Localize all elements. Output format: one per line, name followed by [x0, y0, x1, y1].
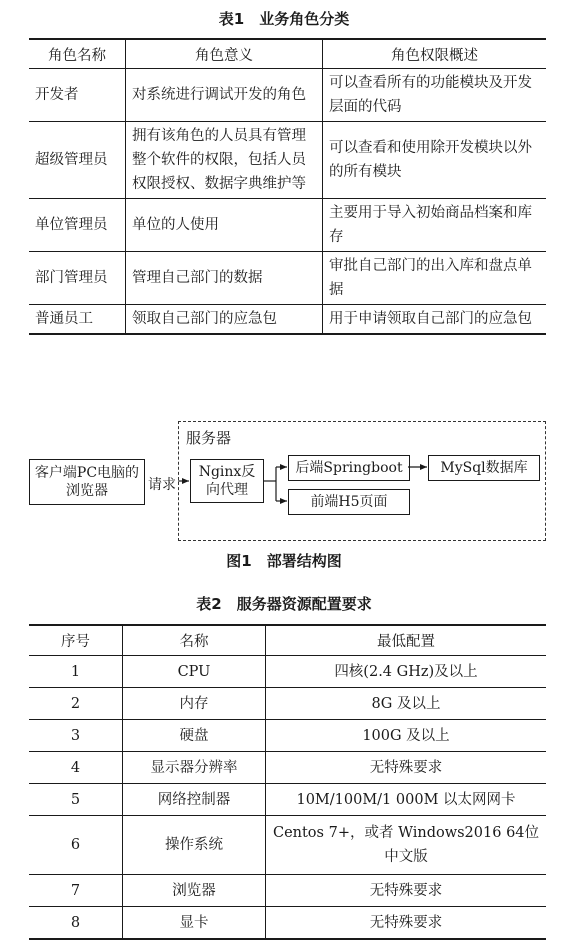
- table-cell: 1: [29, 656, 123, 688]
- table-cell: 主要用于导入初始商品档案和库存: [323, 199, 547, 252]
- table-cell: Centos 7+，或者 Windows2016 64位中文版: [266, 816, 547, 875]
- table-cell: 可以查看所有的功能模块及开发层面的代码: [323, 69, 547, 122]
- table-cell: 8G 及以上: [266, 688, 547, 720]
- table-header-row: [29, 625, 546, 656]
- header-role-name: 角色名称: [29, 39, 126, 69]
- request-label: 请求: [148, 477, 176, 493]
- header-min-config: 最低配置: [266, 625, 547, 656]
- client-browser-box: 客户端PC电脑的浏览器: [29, 459, 145, 505]
- table-cell: 四核(2.4 GHz)及以上: [266, 656, 547, 688]
- table2-caption: 表2 服务器资源配置要求: [196, 595, 372, 613]
- table-cell: 对系统进行调试开发的角色: [126, 69, 323, 122]
- table-cell: 网络控制器: [123, 784, 266, 816]
- table-row: [29, 752, 546, 784]
- header-role-meaning: 角色意义: [126, 39, 323, 69]
- table-cell: 用于申请领取自己部门的应急包: [323, 305, 547, 335]
- table-row: [29, 875, 546, 907]
- table-cell: 可以查看和使用除开发模块以外的所有模块: [323, 122, 547, 199]
- table-cell: 部门管理员: [29, 252, 126, 305]
- table-cell: 6: [29, 816, 123, 875]
- table-cell: 显卡: [123, 907, 266, 940]
- table-row: [29, 816, 546, 875]
- table-cell: 内存: [123, 688, 266, 720]
- server-config-table: [29, 624, 546, 940]
- nginx-box: Nginx反向代理: [190, 459, 264, 503]
- figure1-caption: 图1 部署结构图: [226, 552, 342, 570]
- header-name: 名称: [123, 625, 266, 656]
- table1-caption: 表1 业务角色分类: [218, 10, 350, 28]
- table-cell: 3: [29, 720, 123, 752]
- table-cell: 硬盘: [123, 720, 266, 752]
- table-cell: 浏览器: [123, 875, 266, 907]
- backend-box: 后端Springboot: [288, 455, 410, 481]
- table-cell: 开发者: [29, 69, 126, 122]
- server-label: 服务器: [186, 429, 232, 447]
- table-cell: 单位的人使用: [126, 199, 323, 252]
- frontend-box: 前端H5页面: [288, 489, 410, 515]
- table-cell: 7: [29, 875, 123, 907]
- table-row: [29, 720, 546, 752]
- table-cell: 操作系统: [123, 816, 266, 875]
- header-index: 序号: [29, 625, 123, 656]
- database-box: MySql数据库: [428, 455, 540, 481]
- table-cell: 审批自己部门的出入库和盘点单据: [323, 252, 547, 305]
- table-cell: 5: [29, 784, 123, 816]
- table-cell: 8: [29, 907, 123, 940]
- table-cell: 拥有该角色的人员具有管理整个软件的权限，包括人员权限授权、数据字典维护等: [126, 122, 323, 199]
- table-row: [29, 688, 546, 720]
- table-cell: 无特殊要求: [266, 752, 547, 784]
- table-row: [29, 784, 546, 816]
- table-cell: 2: [29, 688, 123, 720]
- table-cell: 10M/100M/1 000M 以太网网卡: [266, 784, 547, 816]
- table-cell: 4: [29, 752, 123, 784]
- table-cell: 显示器分辨率: [123, 752, 266, 784]
- table-row: [29, 907, 546, 940]
- header-role-permission: 角色权限概述: [323, 39, 547, 69]
- table-cell: 普通员工: [29, 305, 126, 335]
- table-cell: CPU: [123, 656, 266, 688]
- table-cell: 100G 及以上: [266, 720, 547, 752]
- table-cell: 管理自己部门的数据: [126, 252, 323, 305]
- table-cell: 领取自己部门的应急包: [126, 305, 323, 335]
- table-cell: 无特殊要求: [266, 907, 547, 940]
- table-cell: 单位管理员: [29, 199, 126, 252]
- table-cell: 超级管理员: [29, 122, 126, 199]
- table-cell: 无特殊要求: [266, 875, 547, 907]
- table-row: [29, 656, 546, 688]
